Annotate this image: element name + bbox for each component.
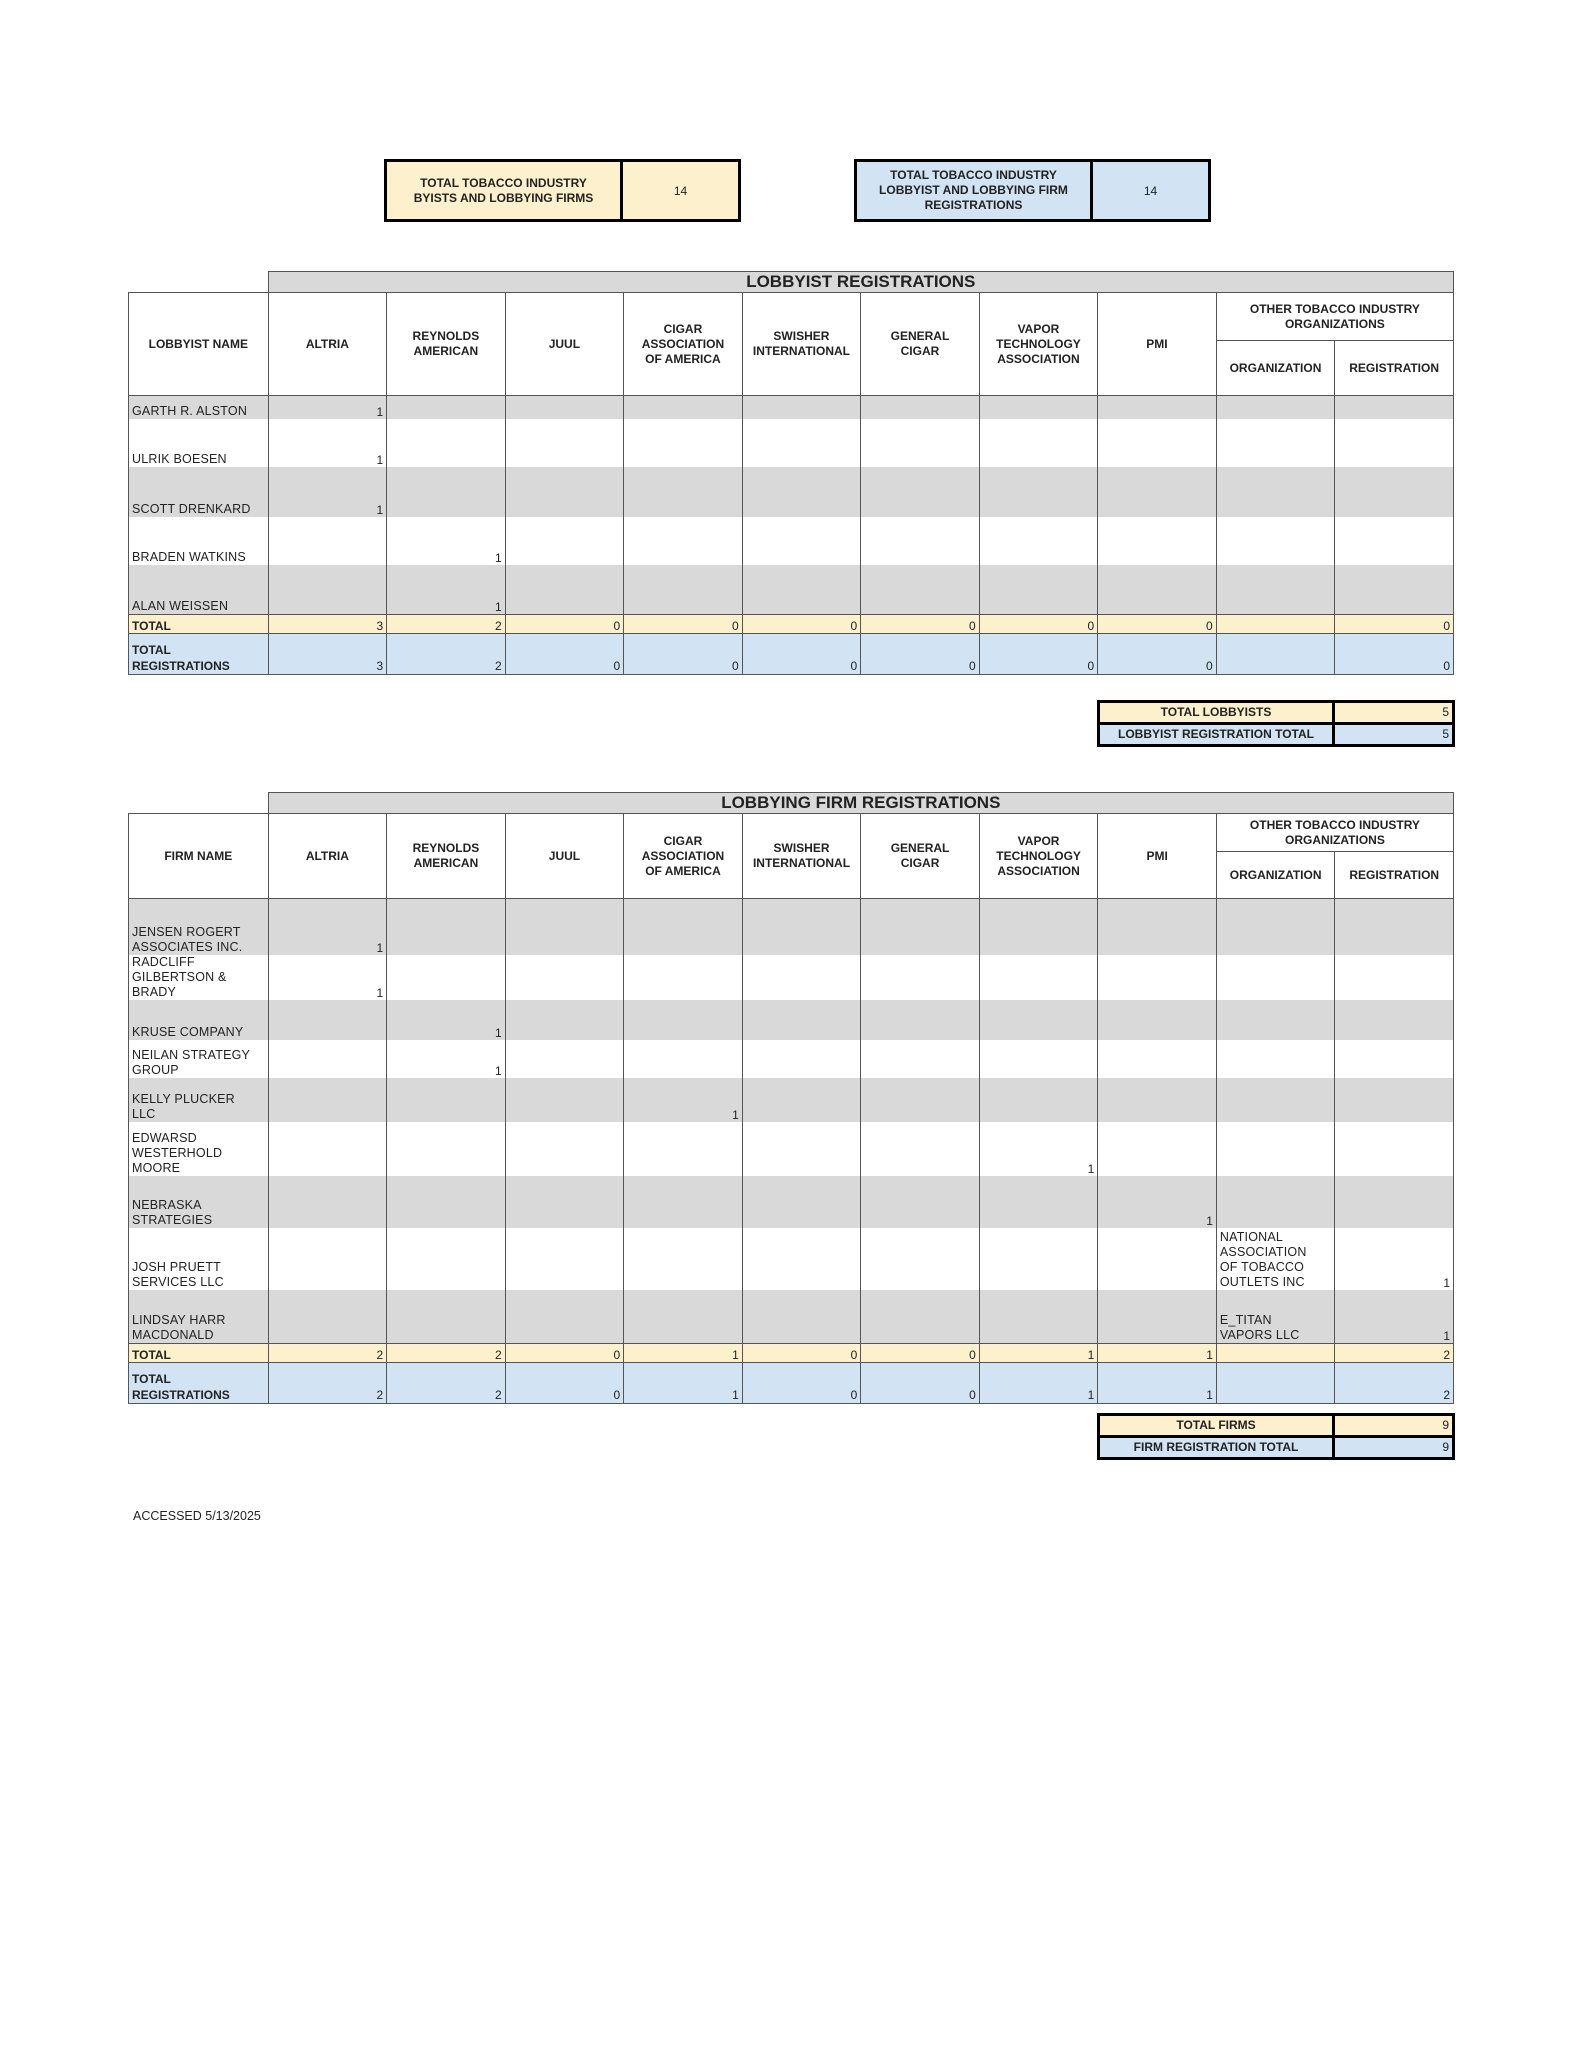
cell-org bbox=[1216, 517, 1335, 565]
cell-org bbox=[1216, 899, 1335, 955]
cell-org bbox=[1216, 1040, 1335, 1078]
cell-reynolds bbox=[387, 419, 506, 467]
cell-altria bbox=[268, 1228, 387, 1290]
summary-left-value: 14 bbox=[673, 183, 688, 198]
summary-right-value: 14 bbox=[1143, 183, 1158, 198]
row-name: NEBRASKA STRATEGIES bbox=[129, 1176, 269, 1228]
cell-pmi bbox=[1098, 419, 1217, 467]
cell-cigar bbox=[624, 955, 743, 1000]
cell-swisher bbox=[742, 955, 861, 1000]
col-vapor: VAPOR TECHNOLOGY ASSOCIATION bbox=[979, 814, 1098, 899]
total-cell: 1 bbox=[1098, 1363, 1217, 1404]
row-name: GARTH R. ALSTON bbox=[129, 396, 269, 419]
cell-altria: 1 bbox=[268, 419, 387, 467]
table-row bbox=[129, 1176, 1454, 1228]
col-organization: ORGANIZATION bbox=[1216, 852, 1335, 899]
firm-name-header: FIRM NAME bbox=[129, 814, 269, 899]
row-name: KRUSE COMPANY bbox=[129, 1000, 269, 1040]
cell-juul bbox=[505, 955, 624, 1000]
cell-altria bbox=[268, 565, 387, 615]
row-name: LINDSAY HARR MACDONALD bbox=[129, 1290, 269, 1344]
col-reynolds: REYNOLDS AMERICAN bbox=[387, 293, 506, 396]
total-cell: 2 bbox=[387, 615, 506, 634]
cell-cigar bbox=[624, 565, 743, 615]
total-cell bbox=[1216, 615, 1335, 634]
cell-reg bbox=[1335, 517, 1454, 565]
col-cigar: CIGAR ASSOCIATION OF AMERICA bbox=[624, 293, 743, 396]
cell-pmi bbox=[1098, 1040, 1217, 1078]
table-row bbox=[129, 517, 1454, 565]
cell-reg bbox=[1335, 396, 1454, 419]
total-cell bbox=[1216, 634, 1335, 675]
cell-reynolds bbox=[387, 1176, 506, 1228]
cell-general bbox=[861, 1228, 980, 1290]
row-name: JENSEN ROGERT ASSOCIATES INC. bbox=[129, 899, 269, 955]
cell-vapor bbox=[979, 1078, 1098, 1122]
total-cell: 2 bbox=[387, 1344, 506, 1363]
total-cell: 0 bbox=[742, 634, 861, 675]
col-altria: ALTRIA bbox=[268, 293, 387, 396]
table-row bbox=[129, 955, 1454, 1000]
cell-juul bbox=[505, 1290, 624, 1344]
row-name: JOSH PRUETT SERVICES LLC bbox=[129, 1228, 269, 1290]
cell-general bbox=[861, 1290, 980, 1344]
col-vapor: VAPOR TECHNOLOGY ASSOCIATION bbox=[979, 293, 1098, 396]
cell-vapor bbox=[979, 1176, 1098, 1228]
total-cell: 0 bbox=[861, 1363, 980, 1404]
cell-juul bbox=[505, 1040, 624, 1078]
cell-general bbox=[861, 1176, 980, 1228]
cell-reynolds bbox=[387, 955, 506, 1000]
cell-reynolds: 1 bbox=[387, 565, 506, 615]
total-cell: 0 bbox=[861, 1344, 980, 1363]
total-cell: 0 bbox=[505, 1363, 624, 1404]
cell-org bbox=[1216, 1176, 1335, 1228]
cell-reynolds: 1 bbox=[387, 1040, 506, 1078]
total-row bbox=[129, 615, 1454, 634]
cell-reynolds bbox=[387, 1228, 506, 1290]
cell-reynolds bbox=[387, 1078, 506, 1122]
cell-vapor bbox=[979, 1000, 1098, 1040]
cell-general bbox=[861, 1122, 980, 1176]
cell-reg bbox=[1335, 1176, 1454, 1228]
total-label: TOTAL REGISTRATIONS bbox=[129, 634, 269, 675]
total-lobbyists-label: TOTAL LOBBYISTS bbox=[1100, 703, 1335, 722]
cell-general bbox=[861, 565, 980, 615]
cell-cigar bbox=[624, 899, 743, 955]
col-general: GENERAL CIGAR bbox=[861, 814, 980, 899]
cell-vapor: 1 bbox=[979, 1122, 1098, 1176]
cell-swisher bbox=[742, 1078, 861, 1122]
cell-pmi bbox=[1098, 565, 1217, 615]
cell-juul bbox=[505, 467, 624, 517]
cell-reg bbox=[1335, 1122, 1454, 1176]
cell-cigar bbox=[624, 1040, 743, 1078]
lobbyist-reg-total-label: LOBBYIST REGISTRATION TOTAL bbox=[1100, 725, 1335, 744]
summary-total-lobbyists-firms bbox=[384, 159, 741, 222]
cell-general bbox=[861, 517, 980, 565]
total-cell: 0 bbox=[979, 634, 1098, 675]
cell-vapor bbox=[979, 419, 1098, 467]
total-cell: 0 bbox=[1335, 615, 1454, 634]
cell-swisher bbox=[742, 899, 861, 955]
cell-cigar bbox=[624, 419, 743, 467]
cell-cigar bbox=[624, 396, 743, 419]
row-name: ULRIK BOESEN bbox=[129, 419, 269, 467]
summary-left-label: TOTAL TOBACCO INDUSTRY BYISTS AND LOBBYING FIRMS bbox=[387, 162, 623, 219]
cell-altria: 1 bbox=[268, 955, 387, 1000]
total-label: TOTAL REGISTRATIONS bbox=[129, 1363, 269, 1404]
cell-reg: 1 bbox=[1335, 1290, 1454, 1344]
total-cell: 0 bbox=[505, 615, 624, 634]
table-row bbox=[129, 1228, 1454, 1290]
total-cell: 1 bbox=[979, 1363, 1098, 1404]
cell-altria bbox=[268, 1122, 387, 1176]
cell-cigar bbox=[624, 1122, 743, 1176]
row-name: KELLY PLUCKER LLC bbox=[129, 1078, 269, 1122]
cell-reg bbox=[1335, 1078, 1454, 1122]
cell-juul bbox=[505, 1228, 624, 1290]
table-row bbox=[129, 1078, 1454, 1122]
cell-juul bbox=[505, 1176, 624, 1228]
total-registrations-row bbox=[129, 634, 1454, 675]
cell-vapor bbox=[979, 565, 1098, 615]
total-cell: 0 bbox=[624, 634, 743, 675]
cell-general bbox=[861, 419, 980, 467]
cell-org bbox=[1216, 396, 1335, 419]
cell-swisher bbox=[742, 419, 861, 467]
cell-swisher bbox=[742, 1000, 861, 1040]
cell-cigar bbox=[624, 1228, 743, 1290]
cell-reynolds bbox=[387, 899, 506, 955]
col-other: OTHER TOBACCO INDUSTRY ORGANIZATIONS bbox=[1216, 814, 1453, 852]
cell-pmi bbox=[1098, 1228, 1217, 1290]
cell-vapor bbox=[979, 1290, 1098, 1344]
cell-reynolds: 1 bbox=[387, 1000, 506, 1040]
total-cell: 0 bbox=[505, 1344, 624, 1363]
cell-general bbox=[861, 396, 980, 419]
table-row bbox=[129, 1040, 1454, 1078]
table-row bbox=[129, 565, 1454, 615]
cell-altria bbox=[268, 1078, 387, 1122]
total-cell: 0 bbox=[979, 615, 1098, 634]
cell-swisher bbox=[742, 1228, 861, 1290]
cell-altria bbox=[268, 1000, 387, 1040]
cell-reynolds bbox=[387, 396, 506, 419]
cell-swisher bbox=[742, 1040, 861, 1078]
cell-juul bbox=[505, 565, 624, 615]
cell-vapor bbox=[979, 1040, 1098, 1078]
cell-general bbox=[861, 899, 980, 955]
firm-mini-summary bbox=[1097, 1413, 1455, 1460]
col-registration: REGISTRATION bbox=[1335, 341, 1454, 396]
cell-reynolds: 1 bbox=[387, 517, 506, 565]
firm-registrations-table bbox=[128, 792, 1454, 1404]
total-cell: 0 bbox=[1098, 634, 1217, 675]
cell-juul bbox=[505, 517, 624, 565]
cell-reg bbox=[1335, 1040, 1454, 1078]
cell-general bbox=[861, 1078, 980, 1122]
cell-org bbox=[1216, 419, 1335, 467]
summary-right-label: TOTAL TOBACCO INDUSTRY LOBBYIST AND LOBBYING FIRM REGISTRATIONS bbox=[857, 162, 1093, 219]
table-row bbox=[129, 467, 1454, 517]
total-cell: 1 bbox=[1098, 1344, 1217, 1363]
total-label: TOTAL bbox=[129, 1344, 269, 1363]
col-pmi: PMI bbox=[1098, 814, 1217, 899]
total-lobbyists-value: 5 bbox=[1442, 705, 1449, 719]
col-organization: ORGANIZATION bbox=[1216, 341, 1335, 396]
cell-reg bbox=[1335, 955, 1454, 1000]
cell-org bbox=[1216, 565, 1335, 615]
cell-swisher bbox=[742, 517, 861, 565]
cell-org bbox=[1216, 1122, 1335, 1176]
cell-vapor bbox=[979, 1228, 1098, 1290]
cell-cigar bbox=[624, 1000, 743, 1040]
total-cell: 1 bbox=[979, 1344, 1098, 1363]
total-cell: 2 bbox=[1335, 1363, 1454, 1404]
row-name: RADCLIFF GILBERTSON & BRADY bbox=[129, 955, 269, 1000]
cell-org bbox=[1216, 955, 1335, 1000]
cell-swisher bbox=[742, 1290, 861, 1344]
lobbyist-reg-total-value: 5 bbox=[1442, 727, 1449, 741]
cell-swisher bbox=[742, 1176, 861, 1228]
total-registrations-row bbox=[129, 1363, 1454, 1404]
total-cell: 0 bbox=[624, 615, 743, 634]
firm-reg-total-value: 9 bbox=[1442, 1440, 1449, 1454]
cell-altria: 1 bbox=[268, 396, 387, 419]
cell-cigar: 1 bbox=[624, 1078, 743, 1122]
total-cell: 0 bbox=[861, 634, 980, 675]
lobbyist-table-title: LOBBYIST REGISTRATIONS bbox=[268, 272, 1453, 293]
total-cell: 0 bbox=[505, 634, 624, 675]
cell-org: E_TITAN VAPORS LLC bbox=[1216, 1290, 1335, 1344]
cell-general bbox=[861, 955, 980, 1000]
cell-swisher bbox=[742, 396, 861, 419]
total-cell: 1 bbox=[624, 1344, 743, 1363]
cell-pmi bbox=[1098, 899, 1217, 955]
cell-pmi bbox=[1098, 1122, 1217, 1176]
cell-pmi bbox=[1098, 467, 1217, 517]
col-pmi: PMI bbox=[1098, 293, 1217, 396]
cell-reynolds bbox=[387, 467, 506, 517]
total-label: TOTAL bbox=[129, 615, 269, 634]
total-cell: 2 bbox=[268, 1344, 387, 1363]
total-cell: 0 bbox=[1098, 615, 1217, 634]
cell-reynolds bbox=[387, 1122, 506, 1176]
total-cell: 3 bbox=[268, 634, 387, 675]
cell-org bbox=[1216, 1000, 1335, 1040]
cell-juul bbox=[505, 899, 624, 955]
total-cell: 0 bbox=[861, 615, 980, 634]
col-reynolds: REYNOLDS AMERICAN bbox=[387, 814, 506, 899]
cell-org: NATIONAL ASSOCIATION OF TOBACCO OUTLETS INC bbox=[1216, 1228, 1335, 1290]
cell-reg: 1 bbox=[1335, 1228, 1454, 1290]
cell-org bbox=[1216, 467, 1335, 517]
cell-vapor bbox=[979, 517, 1098, 565]
col-registration: REGISTRATION bbox=[1335, 852, 1454, 899]
col-juul: JUUL bbox=[505, 814, 624, 899]
total-cell: 2 bbox=[268, 1363, 387, 1404]
cell-vapor bbox=[979, 955, 1098, 1000]
total-cell: 2 bbox=[387, 634, 506, 675]
cell-juul bbox=[505, 396, 624, 419]
total-cell bbox=[1216, 1344, 1335, 1363]
col-swisher: SWISHER INTERNATIONAL bbox=[742, 814, 861, 899]
cell-pmi bbox=[1098, 955, 1217, 1000]
total-firms-label: TOTAL FIRMS bbox=[1100, 1416, 1335, 1435]
cell-swisher bbox=[742, 1122, 861, 1176]
lobbyist-name-header: LOBBYIST NAME bbox=[129, 293, 269, 396]
col-general: GENERAL CIGAR bbox=[861, 293, 980, 396]
firm-reg-total-label: FIRM REGISTRATION TOTAL bbox=[1100, 1438, 1335, 1457]
cell-juul bbox=[505, 1122, 624, 1176]
row-name: EDWARSD WESTERHOLD MOORE bbox=[129, 1122, 269, 1176]
total-cell: 1 bbox=[624, 1363, 743, 1404]
cell-pmi bbox=[1098, 396, 1217, 419]
cell-juul bbox=[505, 1000, 624, 1040]
cell-juul bbox=[505, 419, 624, 467]
cell-swisher bbox=[742, 467, 861, 517]
table-row bbox=[129, 1122, 1454, 1176]
cell-general bbox=[861, 1040, 980, 1078]
col-altria: ALTRIA bbox=[268, 814, 387, 899]
col-cigar: CIGAR ASSOCIATION OF AMERICA bbox=[624, 814, 743, 899]
cell-vapor bbox=[979, 396, 1098, 419]
total-cell: 0 bbox=[1335, 634, 1454, 675]
cell-altria: 1 bbox=[268, 899, 387, 955]
cell-vapor bbox=[979, 467, 1098, 517]
table-row bbox=[129, 396, 1454, 419]
total-cell bbox=[1216, 1363, 1335, 1404]
cell-altria bbox=[268, 1176, 387, 1228]
table-row bbox=[129, 419, 1454, 467]
cell-reg bbox=[1335, 899, 1454, 955]
cell-reg bbox=[1335, 1000, 1454, 1040]
cell-reg bbox=[1335, 565, 1454, 615]
table-row bbox=[129, 899, 1454, 955]
cell-pmi bbox=[1098, 517, 1217, 565]
row-name: NEILAN STRATEGY GROUP bbox=[129, 1040, 269, 1078]
cell-reg bbox=[1335, 467, 1454, 517]
total-cell: 0 bbox=[742, 615, 861, 634]
cell-general bbox=[861, 467, 980, 517]
cell-pmi bbox=[1098, 1078, 1217, 1122]
total-cell: 0 bbox=[742, 1363, 861, 1404]
row-name: SCOTT DRENKARD bbox=[129, 467, 269, 517]
total-cell: 3 bbox=[268, 615, 387, 634]
col-juul: JUUL bbox=[505, 293, 624, 396]
cell-pmi bbox=[1098, 1000, 1217, 1040]
cell-pmi: 1 bbox=[1098, 1176, 1217, 1228]
cell-altria bbox=[268, 517, 387, 565]
total-cell: 2 bbox=[387, 1363, 506, 1404]
col-swisher: SWISHER INTERNATIONAL bbox=[742, 293, 861, 396]
table-row bbox=[129, 1290, 1454, 1344]
cell-reg bbox=[1335, 419, 1454, 467]
cell-altria bbox=[268, 1290, 387, 1344]
cell-cigar bbox=[624, 1290, 743, 1344]
total-firms-value: 9 bbox=[1442, 1418, 1449, 1432]
cell-vapor bbox=[979, 899, 1098, 955]
summary-total-registrations bbox=[854, 159, 1211, 222]
lobbyist-registrations-table bbox=[128, 271, 1454, 675]
cell-reynolds bbox=[387, 1290, 506, 1344]
firm-table-title: LOBBYING FIRM REGISTRATIONS bbox=[268, 793, 1453, 814]
row-name: ALAN WEISSEN bbox=[129, 565, 269, 615]
accessed-date: ACCESSED 5/13/2025 bbox=[133, 1509, 261, 1523]
cell-pmi bbox=[1098, 1290, 1217, 1344]
cell-org bbox=[1216, 1078, 1335, 1122]
lobbyist-mini-summary bbox=[1097, 700, 1455, 747]
cell-altria: 1 bbox=[268, 467, 387, 517]
row-name: BRADEN WATKINS bbox=[129, 517, 269, 565]
cell-cigar bbox=[624, 1176, 743, 1228]
cell-general bbox=[861, 1000, 980, 1040]
total-cell: 2 bbox=[1335, 1344, 1454, 1363]
total-row bbox=[129, 1344, 1454, 1363]
cell-swisher bbox=[742, 565, 861, 615]
total-cell: 0 bbox=[742, 1344, 861, 1363]
cell-altria bbox=[268, 1040, 387, 1078]
col-other: OTHER TOBACCO INDUSTRY ORGANIZATIONS bbox=[1216, 293, 1453, 341]
cell-cigar bbox=[624, 467, 743, 517]
table-row bbox=[129, 1000, 1454, 1040]
cell-cigar bbox=[624, 517, 743, 565]
cell-juul bbox=[505, 1078, 624, 1122]
